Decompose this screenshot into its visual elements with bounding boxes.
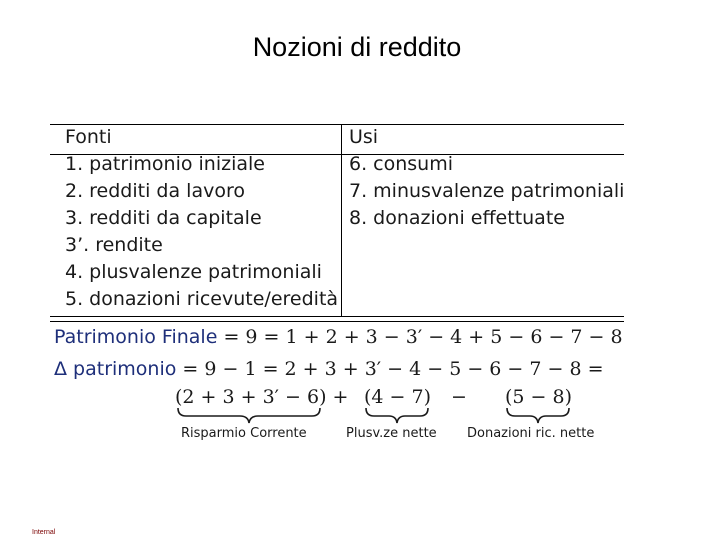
group-risparmio: (2 + 3 + 3′ − 6) +: [175, 386, 349, 408]
left-item: 5. donazioni ricevute/eredità: [65, 288, 339, 310]
formula-label: Δ patrimonio: [54, 358, 177, 380]
group-minus-sign: −: [451, 386, 467, 408]
left-item: 1. patrimonio iniziale: [65, 153, 265, 175]
underbrace-plusvalenze: [366, 408, 428, 423]
left-item: 3’. rendite: [65, 234, 163, 256]
header-fonti: Fonti: [65, 126, 112, 148]
underbrace-donazioni: [507, 408, 569, 423]
slide-title: Nozioni di reddito: [252, 32, 462, 62]
left-item: 4. plusvalenze patrimoniali: [65, 261, 322, 283]
underbrace-risparmio: [178, 408, 320, 423]
right-item: 6. consumi: [349, 153, 454, 175]
caption-donazioni: Donazioni ric. nette: [467, 426, 595, 441]
footer-classification: Internal: [32, 529, 56, 536]
header-usi: Usi: [349, 126, 379, 148]
left-item: 2. redditi da lavoro: [65, 180, 245, 202]
caption-risparmio: Risparmio Corrente: [181, 426, 307, 441]
caption-plusvalenze: Plusv.ze nette: [346, 426, 437, 441]
formula-expression: = 9 − 1 = 2 + 3 + 3′ − 4 − 5 − 6 − 7 − 8 =: [182, 358, 604, 380]
group-donazioni: (5 − 8): [505, 386, 573, 408]
right-item: 7. minusvalenze patrimoniali: [349, 180, 625, 202]
left-item: 3. redditi da capitale: [65, 207, 262, 229]
formula-label: Patrimonio Finale: [54, 326, 218, 348]
formula-expression: = 9 = 1 + 2 + 3 − 3′ − 4 + 5 − 6 − 7 − 8: [223, 326, 623, 348]
group-plusvalenze: (4 − 7): [364, 386, 432, 408]
right-item: 8. donazioni effettuate: [349, 207, 565, 229]
